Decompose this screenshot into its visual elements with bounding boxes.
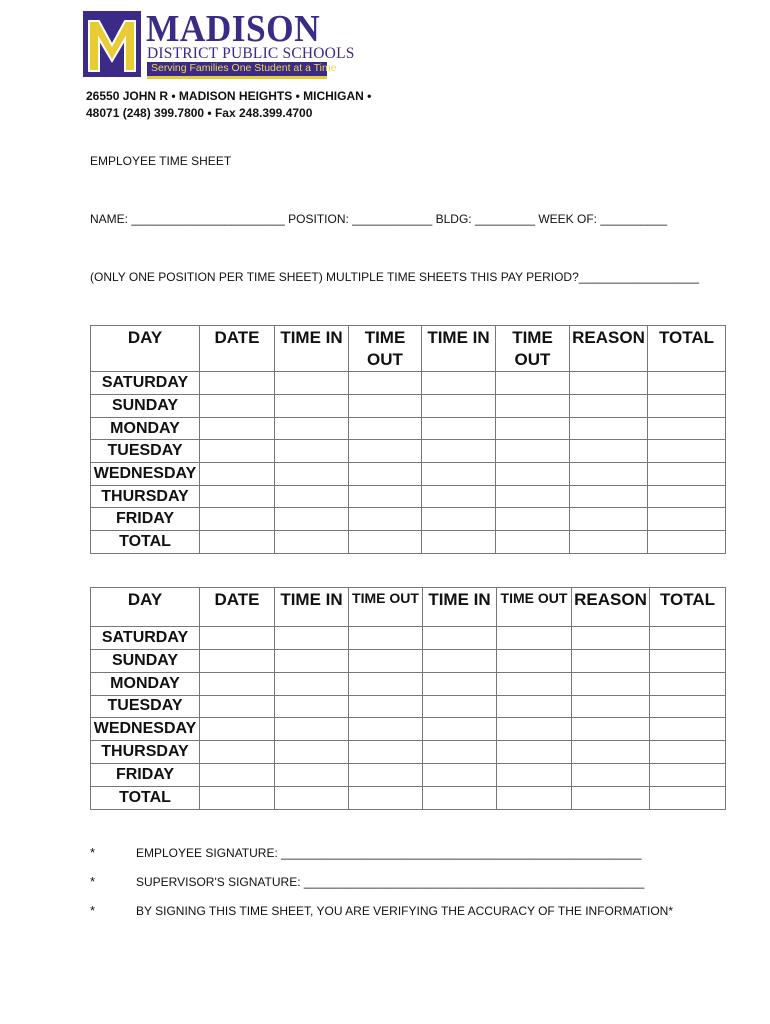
timesheet-table-1 <box>90 325 726 554</box>
entry-cell[interactable] <box>349 417 422 440</box>
entry-cell[interactable] <box>572 741 650 764</box>
entry-cell[interactable] <box>648 485 726 508</box>
col-header-reason: REASON <box>572 588 650 627</box>
verification-note: BY SIGNING THIS TIME SHEET, YOU ARE VERIFYING THE ACCURACY OF THE INFORMATION* <box>136 904 673 918</box>
col-header-time-in-2: TIME IN <box>423 588 497 627</box>
entry-cell[interactable] <box>422 463 496 486</box>
entry-cell[interactable] <box>496 463 570 486</box>
table-row <box>91 672 726 695</box>
col-header-total: TOTAL <box>650 588 726 627</box>
entry-cell[interactable] <box>423 786 497 809</box>
entry-cell[interactable] <box>275 763 349 786</box>
entry-cell[interactable] <box>648 440 726 463</box>
entry-cell[interactable] <box>275 531 349 554</box>
col-header-total: TOTAL <box>648 326 726 372</box>
day-label: FRIDAY <box>91 508 200 531</box>
entry-cell[interactable] <box>497 786 572 809</box>
employee-info-fields[interactable]: NAME: _______________________ POSITION: ____________ BLDG: _________ WEEK OF: __________ <box>90 212 668 226</box>
entry-cell[interactable] <box>275 485 349 508</box>
entry-cell[interactable] <box>496 440 570 463</box>
entry-cell[interactable] <box>275 650 349 673</box>
day-label: SUNDAY <box>91 650 200 673</box>
day-label: SATURDAY <box>91 627 200 650</box>
table-row <box>91 741 726 764</box>
entry-cell[interactable] <box>349 627 423 650</box>
col-header-reason: REASON <box>570 326 648 372</box>
address-line-2: 48071 (248) 399.7800 • Fax 248.399.4700 <box>86 106 313 120</box>
col-header-time-out-2: TIME OUT <box>497 588 572 627</box>
entry-cell[interactable] <box>496 417 570 440</box>
entry-cell[interactable] <box>200 485 275 508</box>
table-header-row <box>91 326 726 372</box>
entry-cell[interactable] <box>349 763 423 786</box>
entry-cell[interactable] <box>497 627 572 650</box>
bullet-star: * <box>90 874 96 889</box>
entry-cell[interactable] <box>200 508 275 531</box>
entry-cell[interactable] <box>275 786 349 809</box>
entry-cell[interactable] <box>275 672 349 695</box>
entry-cell[interactable] <box>349 718 423 741</box>
entry-cell[interactable] <box>422 395 496 418</box>
entry-cell[interactable] <box>275 417 349 440</box>
entry-cell[interactable] <box>572 650 650 673</box>
bullet-star: * <box>90 845 96 860</box>
entry-cell[interactable] <box>423 672 497 695</box>
district-logo <box>83 8 355 78</box>
entry-cell[interactable] <box>275 695 349 718</box>
entry-cell[interactable] <box>275 463 349 486</box>
entry-cell[interactable] <box>200 440 275 463</box>
entry-cell[interactable] <box>349 695 423 718</box>
table-row <box>91 718 726 741</box>
entry-cell[interactable] <box>648 463 726 486</box>
entry-cell[interactable] <box>572 786 650 809</box>
entry-cell[interactable] <box>349 395 422 418</box>
multiple-timesheets-question[interactable]: (ONLY ONE POSITION PER TIME SHEET) MULTIPLE TIME SHEETS THIS PAY PERIOD?__________________ <box>90 270 699 284</box>
entry-cell[interactable] <box>570 417 648 440</box>
entry-cell[interactable] <box>497 763 572 786</box>
entry-cell[interactable] <box>650 695 726 718</box>
entry-cell[interactable] <box>570 372 648 395</box>
col-header-time-in-2: TIME IN <box>422 326 496 372</box>
table-header-row <box>91 588 726 627</box>
entry-cell[interactable] <box>497 650 572 673</box>
entry-cell[interactable] <box>570 531 648 554</box>
col-header-date: DATE <box>200 588 275 627</box>
table-row <box>91 650 726 673</box>
entry-cell[interactable] <box>275 372 349 395</box>
entry-cell[interactable] <box>349 440 422 463</box>
entry-cell[interactable] <box>650 786 726 809</box>
entry-cell[interactable] <box>200 695 275 718</box>
entry-cell[interactable] <box>496 485 570 508</box>
logo-name: MADISON <box>146 8 321 50</box>
entry-cell[interactable] <box>349 741 423 764</box>
entry-cell[interactable] <box>650 741 726 764</box>
logo-subtitle: DISTRICT PUBLIC SCHOOLS <box>147 45 355 62</box>
entry-cell[interactable] <box>496 395 570 418</box>
table-row <box>91 440 726 463</box>
entry-cell[interactable] <box>572 695 650 718</box>
entry-cell[interactable] <box>200 417 275 440</box>
entry-cell[interactable] <box>572 763 650 786</box>
entry-cell[interactable] <box>349 786 423 809</box>
entry-cell[interactable] <box>349 650 423 673</box>
entry-cell[interactable] <box>200 372 275 395</box>
entry-cell[interactable] <box>200 672 275 695</box>
entry-cell[interactable] <box>650 650 726 673</box>
logo-tagline: Serving Families One Student at a Time <box>151 62 337 74</box>
entry-cell[interactable] <box>200 650 275 673</box>
entry-cell[interactable] <box>275 440 349 463</box>
table-row <box>91 463 726 486</box>
entry-cell[interactable] <box>650 672 726 695</box>
entry-cell[interactable] <box>496 508 570 531</box>
logo-accent-line <box>147 76 327 79</box>
col-header-time-out: TIME OUT <box>349 588 423 627</box>
address-line-1: 26550 JOHN R • MADISON HEIGHTS • MICHIGAN • <box>86 89 372 103</box>
entry-cell[interactable] <box>423 741 497 764</box>
entry-cell[interactable] <box>497 718 572 741</box>
entry-cell[interactable] <box>570 440 648 463</box>
entry-cell[interactable] <box>572 627 650 650</box>
table-row <box>91 695 726 718</box>
entry-cell[interactable] <box>349 508 422 531</box>
entry-cell[interactable] <box>200 741 275 764</box>
table-row <box>91 763 726 786</box>
entry-cell[interactable] <box>200 531 275 554</box>
entry-cell[interactable] <box>422 485 496 508</box>
entry-cell[interactable] <box>423 627 497 650</box>
entry-cell[interactable] <box>648 531 726 554</box>
day-label: THURSDAY <box>91 485 200 508</box>
logo-m-icon <box>87 15 137 73</box>
table-row <box>91 531 726 554</box>
table-row <box>91 417 726 440</box>
day-label: SATURDAY <box>91 372 200 395</box>
col-header-time-in: TIME IN <box>275 588 349 627</box>
day-label: THURSDAY <box>91 741 200 764</box>
entry-cell[interactable] <box>650 627 726 650</box>
day-label: MONDAY <box>91 417 200 440</box>
table-row <box>91 395 726 418</box>
supervisor-signature-line[interactable]: SUPERVISOR'S SIGNATURE: ___________________________________________________ <box>136 875 645 889</box>
col-header-day: DAY <box>91 588 200 627</box>
entry-cell[interactable] <box>275 627 349 650</box>
entry-cell[interactable] <box>570 463 648 486</box>
entry-cell[interactable] <box>275 718 349 741</box>
entry-cell[interactable] <box>572 672 650 695</box>
col-header-time-in: TIME IN <box>275 326 349 372</box>
entry-cell[interactable] <box>422 417 496 440</box>
entry-cell[interactable] <box>200 763 275 786</box>
entry-cell[interactable] <box>650 763 726 786</box>
entry-cell[interactable] <box>496 531 570 554</box>
entry-cell[interactable] <box>275 395 349 418</box>
table-row <box>91 627 726 650</box>
timesheet-table-2 <box>90 587 726 810</box>
entry-cell[interactable] <box>349 672 423 695</box>
day-label: WEDNESDAY <box>91 718 200 741</box>
form-title: EMPLOYEE TIME SHEET <box>90 154 232 168</box>
entry-cell[interactable] <box>570 395 648 418</box>
day-label: SUNDAY <box>91 395 200 418</box>
entry-cell[interactable] <box>200 786 275 809</box>
entry-cell[interactable] <box>648 417 726 440</box>
entry-cell[interactable] <box>200 463 275 486</box>
entry-cell[interactable] <box>349 531 422 554</box>
entry-cell[interactable] <box>648 372 726 395</box>
entry-cell[interactable] <box>200 395 275 418</box>
entry-cell[interactable] <box>570 485 648 508</box>
entry-cell[interactable] <box>423 650 497 673</box>
day-label: FRIDAY <box>91 763 200 786</box>
table-row <box>91 508 726 531</box>
entry-cell[interactable] <box>422 508 496 531</box>
col-header-day: DAY <box>91 326 200 372</box>
entry-cell[interactable] <box>648 508 726 531</box>
day-label: TOTAL <box>91 531 200 554</box>
entry-cell[interactable] <box>349 485 422 508</box>
day-label: TUESDAY <box>91 440 200 463</box>
logo-m-block <box>83 11 141 77</box>
day-label: TUESDAY <box>91 695 200 718</box>
table-row <box>91 786 726 809</box>
col-header-time-out-2: TIME OUT <box>496 326 570 372</box>
entry-cell[interactable] <box>423 718 497 741</box>
entry-cell[interactable] <box>422 440 496 463</box>
entry-cell[interactable] <box>423 695 497 718</box>
entry-cell[interactable] <box>422 531 496 554</box>
entry-cell[interactable] <box>200 718 275 741</box>
entry-cell[interactable] <box>572 718 650 741</box>
day-label: MONDAY <box>91 672 200 695</box>
bullet-star: * <box>90 903 96 918</box>
entry-cell[interactable] <box>423 763 497 786</box>
col-header-time-out: TIME OUT <box>349 326 422 372</box>
entry-cell[interactable] <box>648 395 726 418</box>
day-label: TOTAL <box>91 786 200 809</box>
entry-cell[interactable] <box>497 695 572 718</box>
entry-cell[interactable] <box>650 718 726 741</box>
entry-cell[interactable] <box>422 372 496 395</box>
table-row <box>91 372 726 395</box>
entry-cell[interactable] <box>275 741 349 764</box>
table-row <box>91 485 726 508</box>
entry-cell[interactable] <box>349 372 422 395</box>
entry-cell[interactable] <box>497 741 572 764</box>
entry-cell[interactable] <box>497 672 572 695</box>
day-label: WEDNESDAY <box>91 463 200 486</box>
entry-cell[interactable] <box>200 627 275 650</box>
entry-cell[interactable] <box>496 372 570 395</box>
entry-cell[interactable] <box>570 508 648 531</box>
col-header-date: DATE <box>200 326 275 372</box>
employee-signature-line[interactable]: EMPLOYEE SIGNATURE: ______________________________________________________ <box>136 846 642 860</box>
entry-cell[interactable] <box>349 463 422 486</box>
entry-cell[interactable] <box>275 508 349 531</box>
